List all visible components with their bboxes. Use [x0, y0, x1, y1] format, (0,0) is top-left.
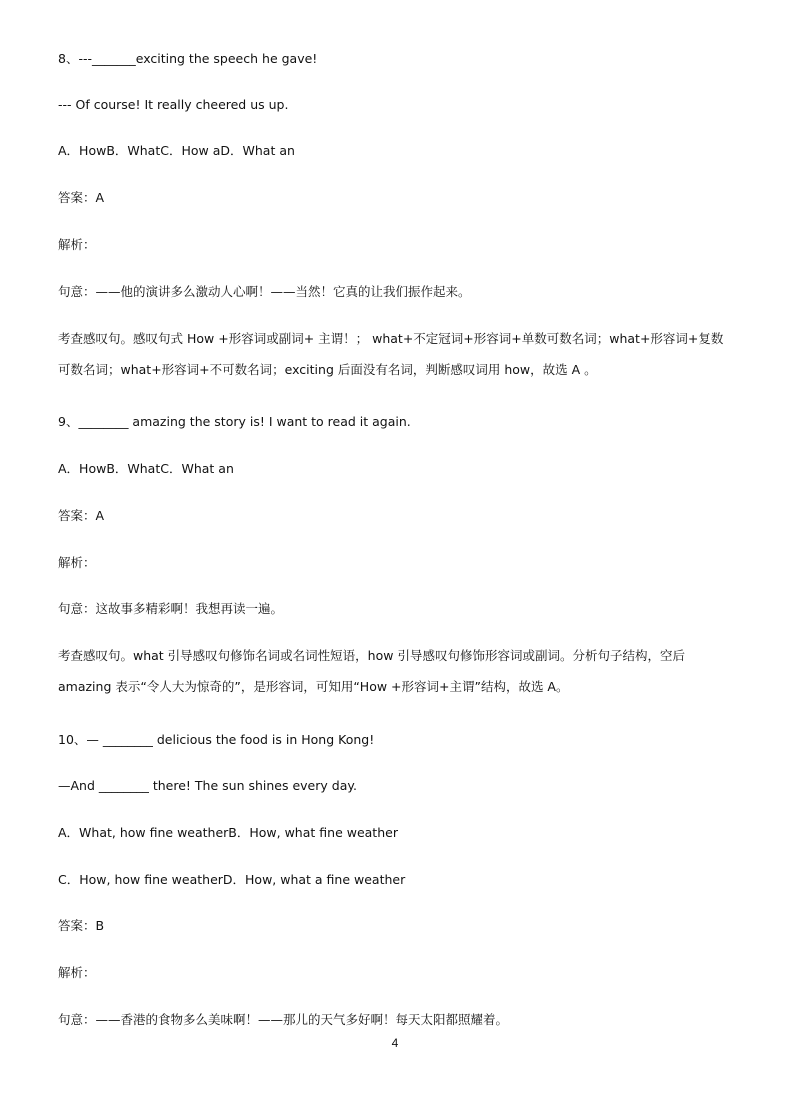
- question-9-answer: 答案：A: [58, 508, 105, 523]
- question-8-analysis-label: 解析：: [58, 237, 96, 252]
- question-10-stem: 10、— ________ delicious the food is in Hong Kong!: [58, 732, 375, 747]
- page-number: 4: [391, 1036, 399, 1050]
- question-8-options: A．HowB．WhatC．How aD．What an: [58, 143, 295, 158]
- question-9-analysis-label: 解析：: [58, 555, 96, 570]
- question-10-reply: —And ________ there! The sun shines every day.: [58, 778, 357, 793]
- question-10-meaning: 句意：——香港的食物多么美味啊！——那儿的天气多好啊！每天太阳都照耀着。: [58, 1012, 509, 1027]
- question-9-options: A．HowB．WhatC．What an: [58, 461, 234, 476]
- question-10-answer: 答案：B: [58, 918, 105, 933]
- question-9-meaning: 句意：这故事多精彩啊！我想再读一遍。: [58, 601, 284, 616]
- question-10-options-cd: C．How, how fine weatherD．How, what a fine weather: [58, 872, 406, 887]
- question-8-explanation: 考查感叹句。感叹句式 How +形容词或副词+ 主谓！； what+不定冠词+形容词+单数可数名词；what+形容词+复数可数名词；what+形容词+不可数名词；exciting 后面没有名词，判断感叹词用 how，故选 A 。: [58, 331, 724, 377]
- question-9-stem: 9、________ amazing the story is! I want to read it again.: [58, 414, 411, 429]
- question-8-answer: 答案：A: [58, 190, 105, 205]
- question-10-analysis-label: 解析：: [58, 965, 96, 980]
- question-10-options-ab: A．What, how fine weatherB．How, what fine weather: [58, 825, 398, 840]
- question-8-reply: --- Of course! It really cheered us up.: [58, 97, 289, 112]
- question-8-stem: 8、---_______exciting the speech he gave!: [58, 51, 318, 66]
- question-8-meaning: 句意：——他的演讲多么激动人心啊！——当然！它真的让我们振作起来。: [58, 284, 471, 299]
- question-9-explanation: 考查感叹句。what 引导感叹句修饰名词或名词性短语，how 引导感叹句修饰形容词或副词。分析句子结构，空后 amazing 表示“令人大为惊奇的”，是形容词，可知用“How +形容词+主谓”结构，故选 A。: [58, 648, 685, 694]
